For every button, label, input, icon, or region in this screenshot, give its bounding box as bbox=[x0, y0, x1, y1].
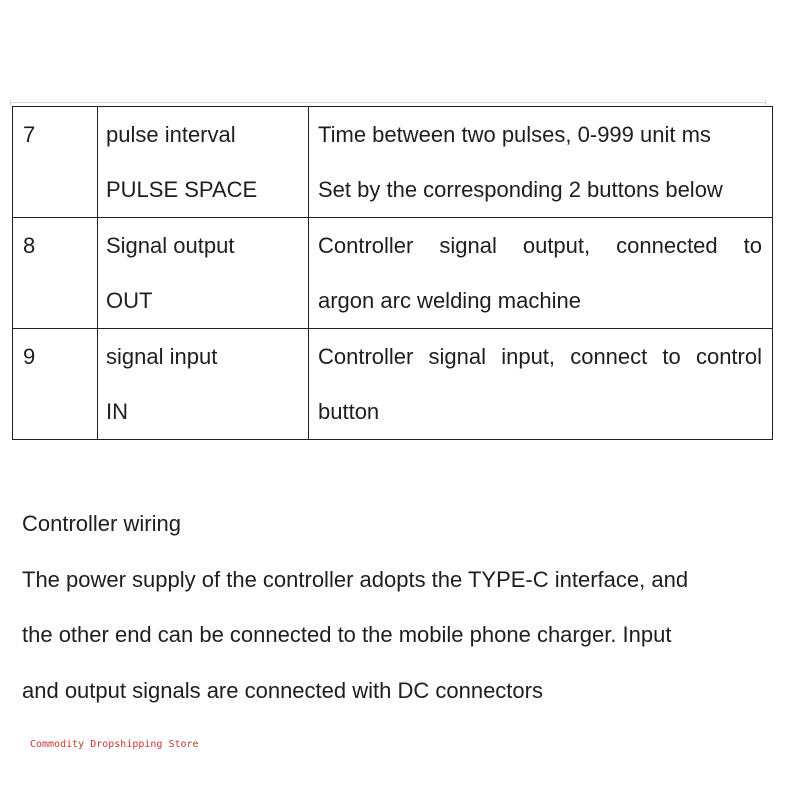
row-name-line: pulse interval bbox=[106, 122, 236, 147]
row-description-cell bbox=[309, 218, 773, 329]
row-name-line: OUT bbox=[106, 288, 153, 313]
row-name-cell bbox=[98, 218, 309, 329]
store-watermark: Commodity Dropshipping Store bbox=[30, 739, 199, 750]
row-name-cell bbox=[98, 329, 309, 440]
section-heading: Controller wiring bbox=[22, 511, 181, 536]
row-number-cell bbox=[13, 218, 98, 329]
controller-wiring-section bbox=[22, 496, 767, 718]
row-name-line: signal input bbox=[106, 344, 218, 369]
paragraph-line: the other end can be connected to the mobile phone charger. Input bbox=[22, 622, 672, 647]
paragraph-line: and output signals are connected with DC connectors bbox=[22, 677, 543, 703]
table-row bbox=[13, 107, 773, 218]
row-name-line: IN bbox=[106, 399, 128, 424]
row-name-line: PULSE SPACE bbox=[106, 177, 258, 202]
row-name-cell bbox=[98, 107, 309, 218]
row-description-cell bbox=[309, 107, 773, 218]
row-description-line: Time between two pulses, 0-999 unit ms bbox=[318, 122, 711, 147]
row-name-line: Signal output bbox=[106, 233, 235, 258]
row-description-line: Controller signal output, connected to bbox=[318, 233, 762, 258]
row-number: 9 bbox=[23, 344, 36, 369]
table-row bbox=[13, 329, 773, 440]
page-header-rule bbox=[10, 102, 766, 103]
row-description-line: argon arc welding machine bbox=[318, 288, 581, 313]
row-number-cell bbox=[13, 329, 98, 440]
row-number: 7 bbox=[23, 122, 36, 147]
row-description-line: button bbox=[318, 399, 380, 424]
row-description-cell bbox=[309, 329, 773, 440]
spec-table bbox=[12, 106, 773, 440]
row-number: 8 bbox=[23, 233, 36, 258]
row-description-line: Set by the corresponding 2 buttons below bbox=[318, 177, 723, 202]
paragraph-line: The power supply of the controller adopts the TYPE-C interface, and bbox=[22, 566, 689, 592]
table-row bbox=[13, 218, 773, 329]
row-number-cell bbox=[13, 107, 98, 218]
row-description-line: Controller signal input, connect to control bbox=[318, 344, 762, 369]
